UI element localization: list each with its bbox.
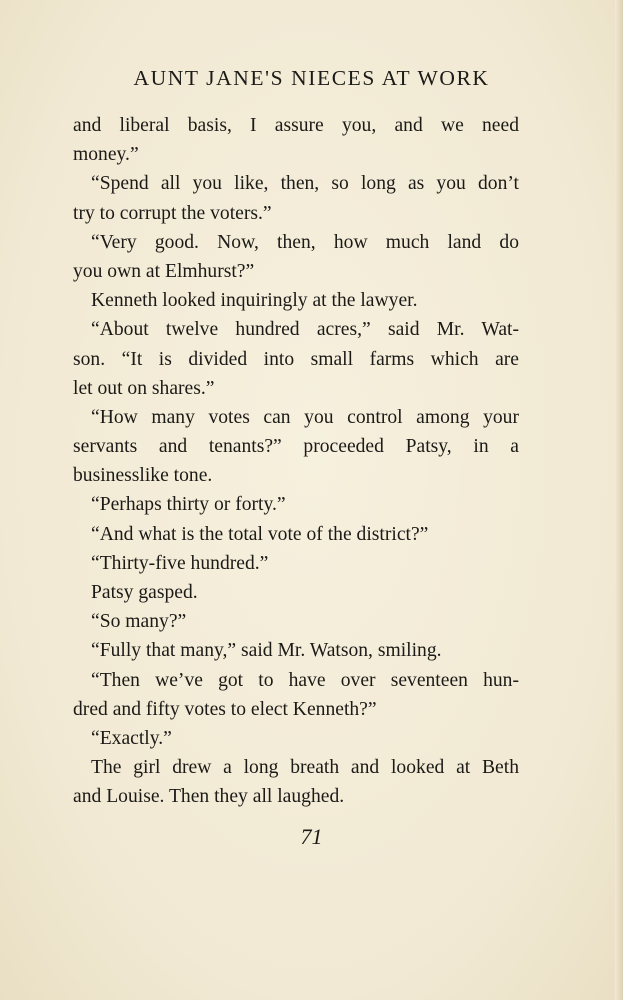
- running-head: AUNT JANE'S NIECES AT WORK: [133, 66, 490, 90]
- text-line: and liberal basis, I assure you, and we need: [73, 115, 519, 136]
- text-line: businesslike tone.: [73, 465, 213, 487]
- page-edge-shadow: [615, 0, 623, 1000]
- text-line: Patsy gasped.: [91, 582, 198, 603]
- text-line: “Then we’ve got to have over seventeen hun-: [91, 669, 519, 691]
- text-line: money.”: [73, 144, 139, 166]
- text-line: “Exactly.”: [91, 727, 172, 749]
- text-line: servants and tenants?” proceeded Patsy, in a: [73, 436, 519, 458]
- text-line: “Fully that many,” said Mr. Watson, smiling.: [91, 640, 442, 662]
- text-line: The girl drew a long breath and looked at Beth: [91, 757, 519, 779]
- text-line: Kenneth looked inquiringly at the lawyer.: [91, 290, 418, 312]
- text-line: “And what is the total vote of the district?”: [91, 523, 429, 545]
- text-line: let out on shares.”: [73, 377, 215, 399]
- text-line: you own at Elmhurst?”: [73, 260, 255, 282]
- text-line: “About twelve hundred acres,” said Mr. Wat-: [91, 319, 519, 341]
- text-line: “So many?”: [91, 611, 187, 633]
- text-line: “Spend all you like, then, so long as you don’t: [91, 173, 519, 195]
- page-number: 71: [300, 824, 323, 849]
- text-line: son. “It is divided into small farms which are: [73, 348, 519, 370]
- text-line: and Louise. Then they all laughed.: [73, 786, 345, 808]
- text-line: “How many votes can you control among your: [91, 406, 519, 428]
- text-line: try to corrupt the voters.”: [73, 202, 272, 224]
- text-line: “Perhaps thirty or forty.”: [91, 494, 286, 516]
- text-line: “Very good. Now, then, how much land do: [91, 231, 519, 253]
- body-text: [73, 111, 519, 812]
- text-line: “Thirty-five hundred.”: [91, 552, 269, 574]
- text-line: dred and fifty votes to elect Kenneth?”: [73, 698, 377, 720]
